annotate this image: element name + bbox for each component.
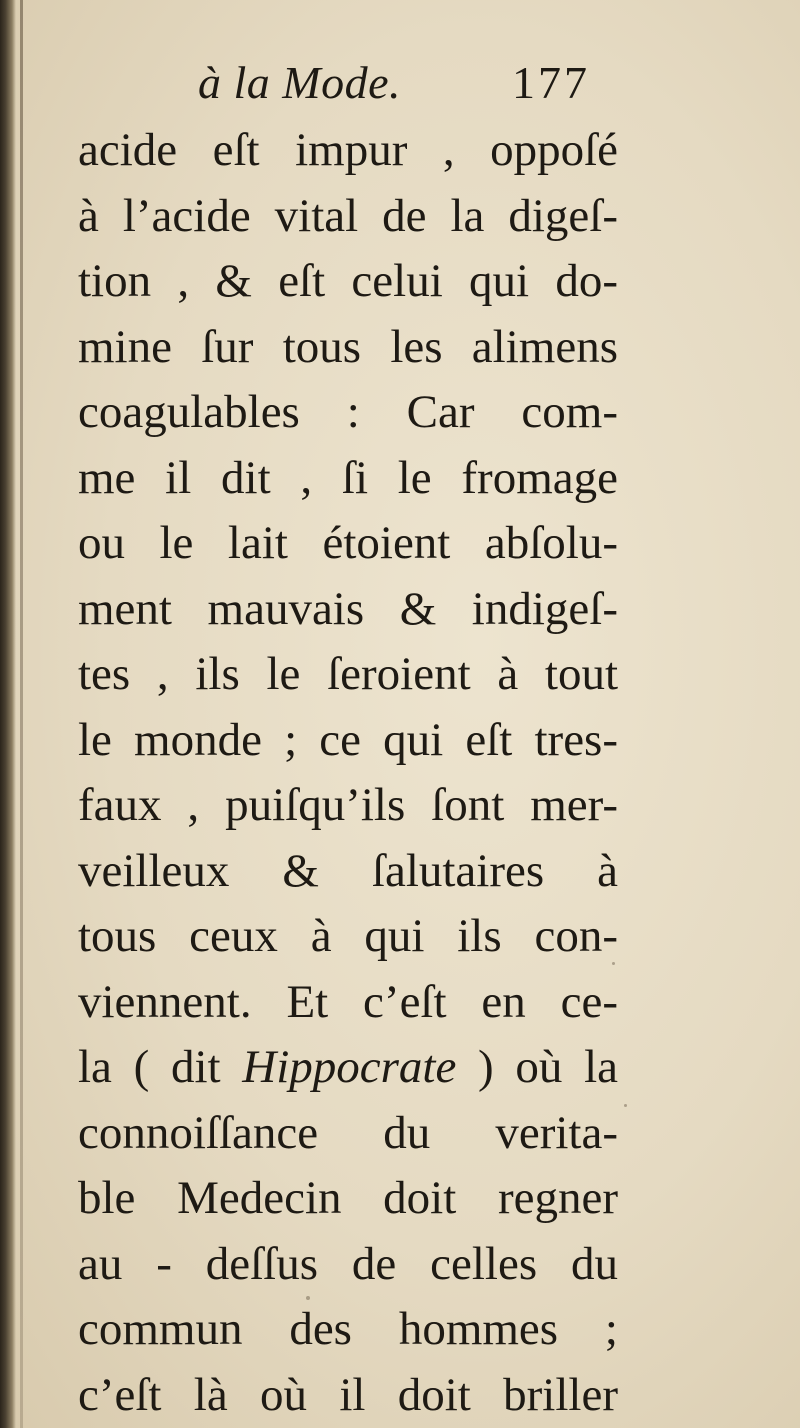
text-line: veilleux & ſalutaires à	[78, 844, 618, 897]
text-line: tes , ils le ſeroient à tout	[78, 648, 618, 700]
text-line: ment mauvais & indigeſ-	[78, 582, 618, 635]
running-head: à la Mode.	[198, 57, 402, 108]
text-segment: ) où la	[456, 1041, 618, 1093]
text-line: tous ceux à qui ils con-	[78, 910, 618, 962]
text-line: coagulables : Car com-	[78, 386, 618, 438]
paper-speck	[624, 1104, 627, 1107]
text-line: c’eſt là où il doit briller	[78, 1368, 618, 1421]
paper-speck	[306, 1296, 310, 1300]
text-line: à l’acide vital de la digeſ-	[78, 189, 618, 242]
text-line: mine ſur tous les alimens	[78, 320, 618, 373]
text-line: connoiſſance du verita-	[78, 1106, 618, 1159]
page-number: 177	[512, 57, 590, 108]
text-line: faux , puiſqu’ils ſont mer-	[78, 779, 618, 831]
italic-name-hippocrate: Hippocrate	[242, 1041, 457, 1093]
text-line: acide eſt impur , oppoſé	[78, 124, 618, 176]
page-header	[0, 52, 800, 112]
text-line: ble Medecin doit regner	[78, 1172, 618, 1224]
text-segment: la ( dit	[78, 1041, 243, 1093]
body-text	[78, 118, 618, 1428]
text-line: commun des hommes ;	[78, 1303, 618, 1355]
text-line: tion , & eſt celui qui do-	[78, 255, 618, 307]
paper-speck	[612, 962, 615, 965]
text-line: viennent. Et c’eſt en ce-	[78, 975, 618, 1028]
text-line: au - deſſus de celles du	[78, 1237, 618, 1290]
gutter-shadow	[20, 0, 23, 1428]
text-line: le monde ; ce qui eſt tres-	[78, 713, 618, 766]
text-line: me il dit , ſi le fromage	[78, 451, 618, 504]
text-line-hippocrate	[78, 1035, 618, 1101]
binding-edge	[0, 0, 16, 1428]
text-line: ou le lait étoient abſolu-	[78, 517, 618, 569]
